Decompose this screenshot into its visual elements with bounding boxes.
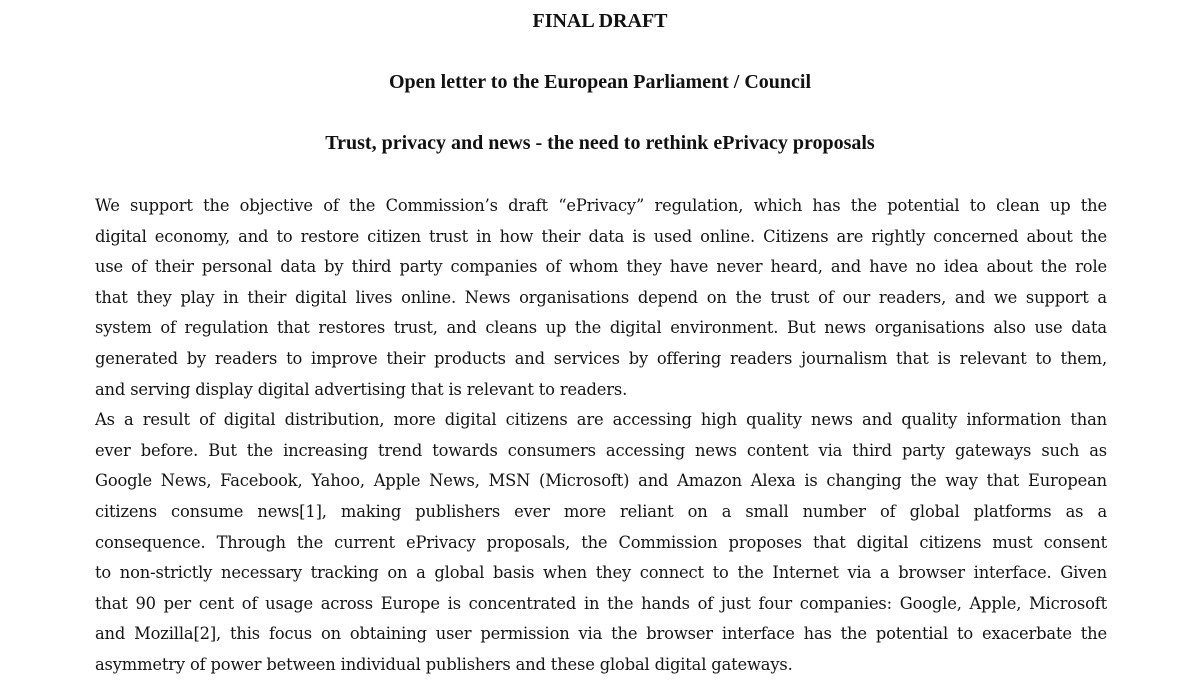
text-line: generated by readers to improve their products and services by offering readers journalism that is relevant to them,	[95, 348, 1107, 368]
text-line: citizens consume news[1], making publishers ever more reliant on a small number of global platforms as a	[95, 501, 1107, 521]
text-line: to non-strictly necessary tracking on a global basis when they connect to the Internet via a browser interface. Given	[95, 563, 1107, 583]
text-line: use of their personal data by third party companies of whom they have never heard, and have no idea about the role	[95, 257, 1107, 277]
letter-body	[95, 191, 1107, 681]
text-line: As a result of digital distribution, more digital citizens are accessing high quality news and quality information than	[95, 410, 1107, 430]
draft-label: FINAL DRAFT	[532, 10, 668, 32]
text-line: and Mozilla[2], this focus on obtaining user permission via the browser interface has the potential to exacerbate the	[95, 624, 1107, 644]
text-line: digital economy, and to restore citizen trust in how their data is used online. Citizens are rightly concerned about the	[95, 226, 1107, 246]
letter-subtitle: Trust, privacy and news - the need to rethink ePrivacy proposals	[325, 132, 875, 154]
letter-title: Open letter to the European Parliament / Council	[388, 71, 811, 93]
text-line: and serving display digital advertising that is relevant to readers.	[95, 379, 628, 399]
text-line: We support the objective of the Commission’s draft “ePrivacy” regulation, which has the potential to clean up the	[95, 196, 1107, 215]
text-line: system of regulation that restores trust, and cleans up the digital environment. But news organisations also use data	[95, 318, 1107, 338]
text-line: that 90 per cent of usage across Europe is concentrated in the hands of just four companies: Google, Apple, Microsoft	[95, 593, 1107, 613]
text-line: asymmetry of power between individual publishers and these global digital gateways.	[95, 654, 793, 674]
text-line: ever before. But the increasing trend towards consumers accessing news content via third party gateways such as	[95, 440, 1107, 460]
text-line: Google News, Facebook, Yahoo, Apple News, MSN (Microsoft) and Amazon Alexa is changing the way that European	[95, 471, 1107, 491]
paragraph-2	[95, 405, 1107, 680]
paragraph-1	[95, 191, 1107, 405]
text-line: consequence. Through the current ePrivacy proposals, the Commission proposes that digital citizens must consent	[95, 532, 1107, 552]
text-line: that they play in their digital lives online. News organisations depend on the trust of our readers, and we support a	[95, 287, 1107, 307]
